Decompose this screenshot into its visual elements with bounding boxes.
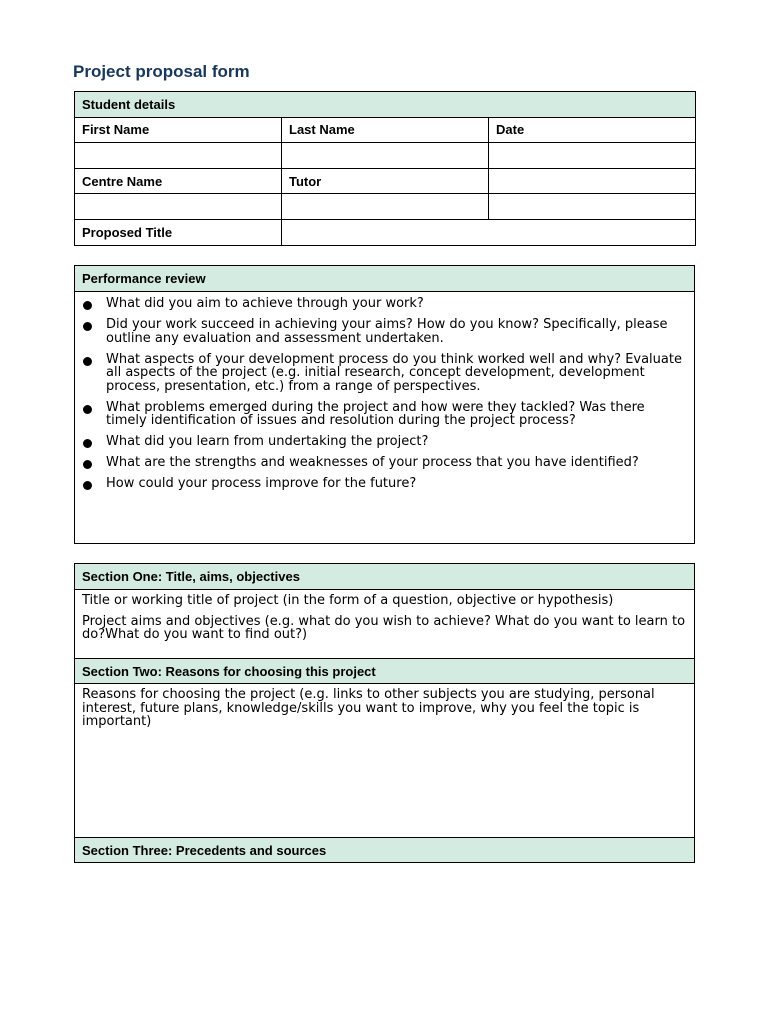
tutor-label: Tutor — [282, 168, 489, 194]
list-item: How could your process improve for the future? — [82, 477, 687, 491]
date-label: Date — [489, 117, 696, 143]
list-item: What did you aim to achieve through your work? — [82, 297, 687, 311]
bullet-icon — [83, 357, 92, 366]
proposal-sections-table — [74, 563, 695, 863]
page-title: Project proposal form — [73, 62, 250, 81]
section-one-body[interactable] — [75, 590, 695, 659]
bullet-icon — [83, 322, 92, 331]
bullet-icon — [83, 439, 92, 448]
first-name-label: First Name — [75, 117, 282, 143]
section-three-header: Section Three: Precedents and sources — [75, 838, 695, 863]
section-two-header: Section Two: Reasons for choosing this project — [75, 659, 695, 684]
title-prompt: Title or working title of project (in the form of a question, objective or hypothesis) — [82, 593, 614, 608]
proposed-title-label: Proposed Title — [75, 219, 282, 245]
last-name-field[interactable] — [282, 143, 489, 169]
section-two-body[interactable] — [75, 684, 695, 838]
centre-name-field[interactable] — [75, 194, 282, 220]
bullet-icon — [83, 301, 92, 310]
list-item: What aspects of your development process do you think worked well and why? Evaluate all aspects of the project (e.g. initial research, concept development, development process, presentation, etc.) from a range of perspectives. — [82, 353, 687, 394]
list-item: What did you learn from undertaking the project? — [82, 435, 687, 449]
performance-review-body[interactable] — [75, 292, 695, 544]
blank-field[interactable] — [489, 194, 696, 220]
centre-name-label: Centre Name — [75, 168, 282, 194]
bullet-icon — [83, 405, 92, 414]
bullet-icon — [83, 481, 92, 490]
first-name-field[interactable] — [75, 143, 282, 169]
reasons-prompt: Reasons for choosing the project (e.g. links to other subjects you are studying, personal interest, future plans, knowledge/skills you want to improve, why you feel the topic is important) — [82, 687, 655, 729]
student-details-table — [74, 91, 696, 246]
proposed-title-field[interactable] — [282, 219, 696, 245]
list-item: Did your work succeed in achieving your aims? How do you know? Specifically, please outline any evaluation and assessment undertaken. — [82, 318, 687, 345]
section-one-header: Section One: Title, aims, objectives — [75, 564, 695, 590]
list-item: What are the strengths and weaknesses of your process that you have identified? — [82, 456, 687, 470]
date-field[interactable] — [489, 143, 696, 169]
blank-cell — [489, 168, 696, 194]
performance-review-header: Performance review — [75, 266, 695, 292]
list-item: What problems emerged during the project and how were they tackled? Was there timely identification of issues and resolution during the project process? — [82, 401, 687, 428]
tutor-field[interactable] — [282, 194, 489, 220]
performance-review-table — [74, 265, 695, 544]
student-details-header: Student details — [75, 92, 696, 118]
aims-prompt: Project aims and objectives (e.g. what do you wish to achieve? What do you want to learn to do?What do you want to find out?) — [82, 613, 686, 642]
review-question-list — [82, 297, 687, 491]
last-name-label: Last Name — [282, 117, 489, 143]
bullet-icon — [83, 460, 92, 469]
